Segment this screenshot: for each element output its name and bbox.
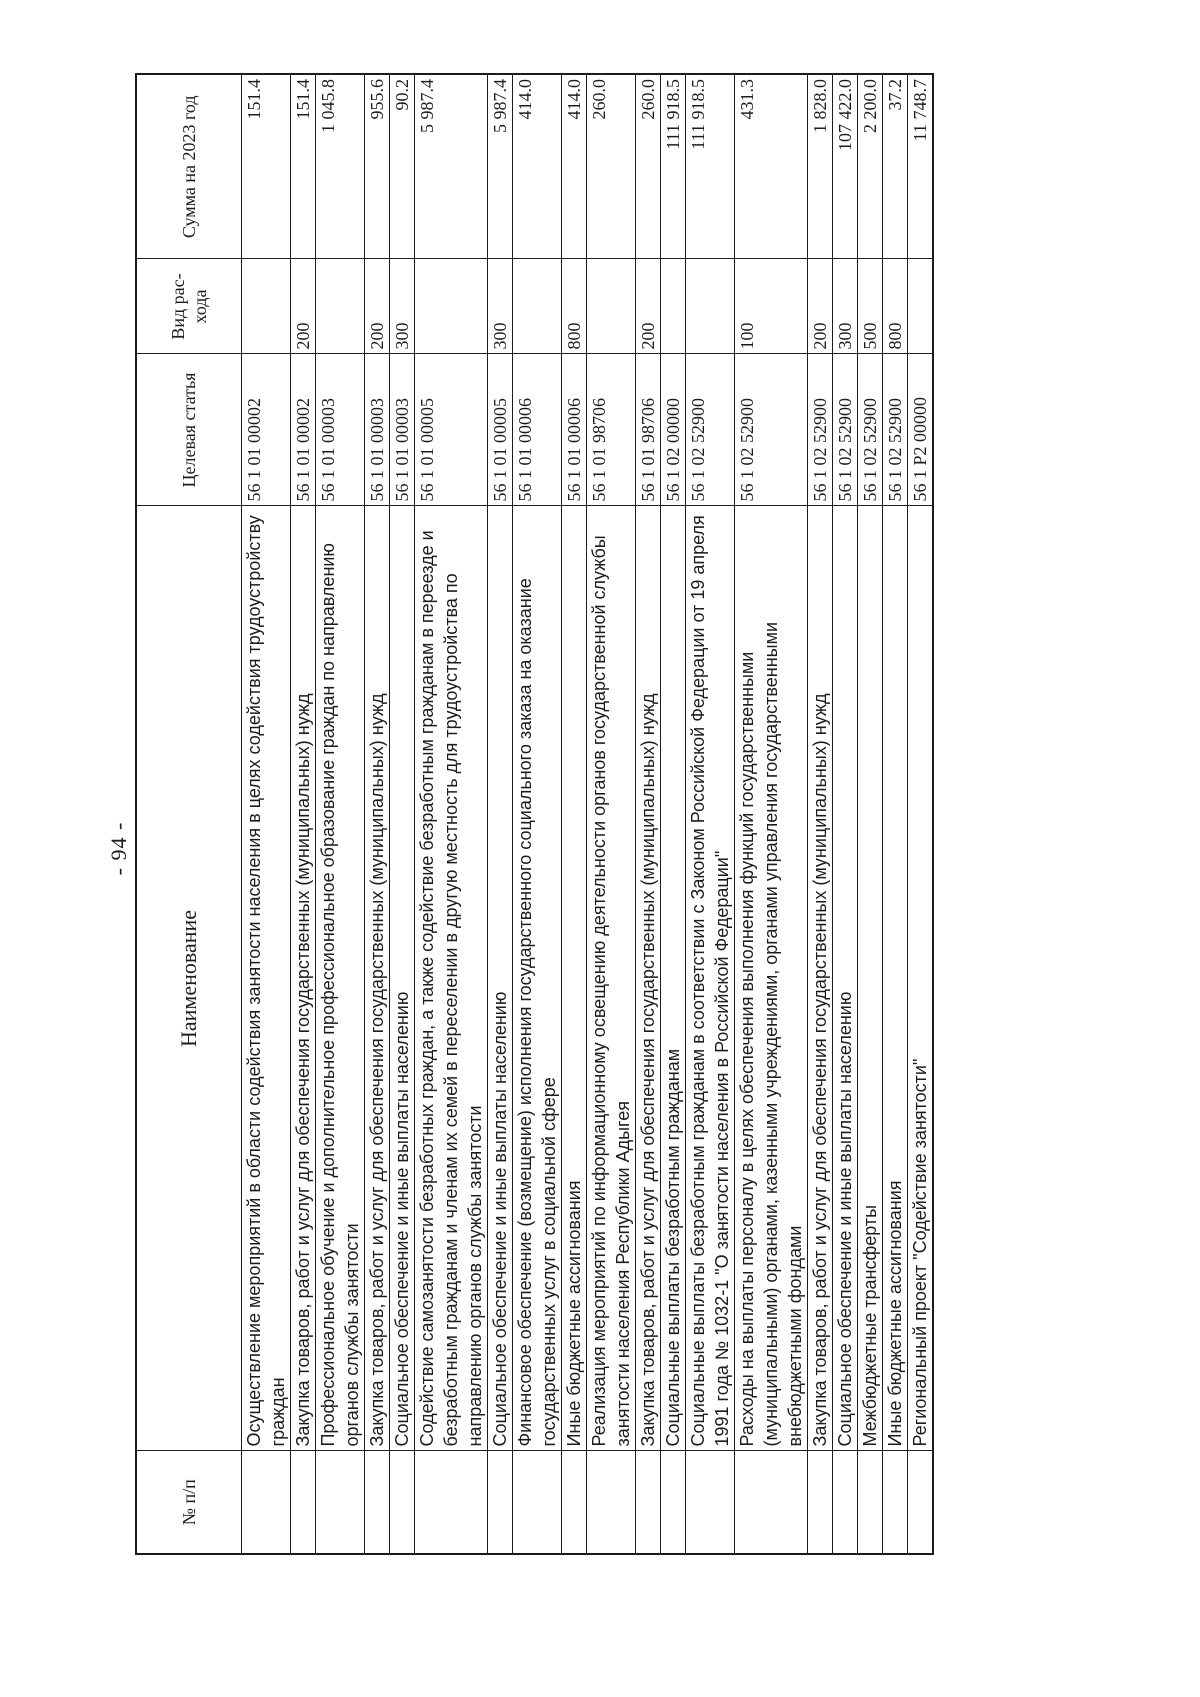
row-target-article-cell: 56 1 01 98706 <box>636 354 661 506</box>
row-expense-type-cell: 300 <box>488 259 513 354</box>
row-expense-type-cell: 200 <box>808 259 833 354</box>
page-number: - 94 - <box>106 821 131 876</box>
row-sum-cell: 111 918.5 <box>686 74 735 259</box>
row-target-article-cell: 56 1 02 52900 <box>833 354 858 506</box>
table-row <box>513 74 562 1554</box>
row-name-cell: Закупка товаров, работ и услуг для обеспечения государственных (муниципальных) нужд <box>291 506 316 1451</box>
table-row <box>390 74 415 1554</box>
row-name-cell: Иные бюджетные ассигнования <box>883 506 908 1451</box>
row-target-article-cell: 56 1 01 00006 <box>513 354 562 506</box>
row-number-cell <box>883 1451 908 1554</box>
table-row <box>415 74 488 1554</box>
row-name-cell: Реализация мероприятий по информационному освещению деятельности органов государственной службы занятости населения Республики Адыгея <box>587 506 636 1451</box>
row-sum-cell: 1 045.8 <box>316 74 365 259</box>
row-expense-type-cell: 200 <box>636 259 661 354</box>
row-sum-cell: 111 918.5 <box>661 74 686 259</box>
row-target-article-cell: 56 1 01 98706 <box>587 354 636 506</box>
row-number-cell <box>808 1451 833 1554</box>
row-expense-type-cell: 800 <box>562 259 587 354</box>
row-sum-cell: 414.0 <box>562 74 587 259</box>
row-name-cell: Закупка товаров, работ и услуг для обеспечения государственных (муниципальных) нужд <box>808 506 833 1451</box>
row-number-cell <box>833 1451 858 1554</box>
table-header-row <box>136 74 242 1554</box>
row-name-cell: Региональный проект "Содействие занятости" <box>908 506 934 1451</box>
row-target-article-cell: 56 1 01 00003 <box>365 354 390 506</box>
budget-table <box>135 73 934 1555</box>
table-body <box>242 74 934 1554</box>
header-target-article: Целевая статья <box>136 354 242 506</box>
row-number-cell <box>390 1451 415 1554</box>
row-expense-type-cell: 200 <box>291 259 316 354</box>
row-target-article-cell: 56 1 01 00003 <box>316 354 365 506</box>
row-expense-type-cell <box>686 259 735 354</box>
row-number-cell <box>316 1451 365 1554</box>
row-name-cell: Закупка товаров, работ и услуг для обеспечения государственных (муниципальных) нужд <box>365 506 390 1451</box>
row-target-article-cell: 56 1 P2 00000 <box>908 354 934 506</box>
row-name-cell: Социальные выплаты безработным гражданам в соответствии с Законом Российской Федерации от 19 апреля 1991 года № 1032-1 "О занятости населения в Российской Федерации" <box>686 506 735 1451</box>
row-sum-cell: 11 748.7 <box>908 74 934 259</box>
row-sum-cell: 5 987.4 <box>488 74 513 259</box>
table-row <box>587 74 636 1554</box>
header-name: Наименование <box>136 506 242 1451</box>
row-number-cell <box>415 1451 488 1554</box>
row-expense-type-cell: 300 <box>390 259 415 354</box>
row-target-article-cell: 56 1 02 52900 <box>686 354 735 506</box>
row-name-cell: Финансовое обеспечение (возмещение) исполнения государственного социального заказа на оказание государственных услуг в социальной сфере <box>513 506 562 1451</box>
row-sum-cell: 90.2 <box>390 74 415 259</box>
row-sum-cell: 955.6 <box>365 74 390 259</box>
row-name-cell: Осуществление мероприятий в области содействия занятости населения в целях содействия трудоустройству граждан <box>242 506 291 1451</box>
row-name-cell: Межбюджетные трансферты <box>858 506 883 1451</box>
row-expense-type-cell <box>316 259 365 354</box>
table-row <box>686 74 735 1554</box>
row-sum-cell: 2 200.0 <box>858 74 883 259</box>
row-expense-type-cell: 500 <box>858 259 883 354</box>
row-number-cell <box>858 1451 883 1554</box>
row-name-cell: Социальное обеспечение и иные выплаты населению <box>833 506 858 1451</box>
row-name-cell: Содействие самозанятости безработных граждан, а также содействие безработным гражданам в переезде и безработным гражданам и членам их семей в переселении в другую местность для трудоустройства по направлению органов службы занятости <box>415 506 488 1451</box>
row-sum-cell: 260.0 <box>636 74 661 259</box>
row-name-cell: Закупка товаров, работ и услуг для обеспечения государственных (муниципальных) нужд <box>636 506 661 1451</box>
row-number-cell <box>513 1451 562 1554</box>
table-row <box>562 74 587 1554</box>
table-row <box>858 74 883 1554</box>
row-target-article-cell: 56 1 02 00000 <box>661 354 686 506</box>
row-sum-cell: 431.3 <box>735 74 808 259</box>
row-expense-type-cell: 100 <box>735 259 808 354</box>
row-expense-type-cell: 300 <box>833 259 858 354</box>
row-target-article-cell: 56 1 01 00002 <box>291 354 316 506</box>
row-name-cell: Социальные выплаты безработным гражданам <box>661 506 686 1451</box>
row-sum-cell: 260.0 <box>587 74 636 259</box>
table-row <box>661 74 686 1554</box>
row-number-cell <box>562 1451 587 1554</box>
table-row <box>636 74 661 1554</box>
row-number-cell <box>587 1451 636 1554</box>
row-expense-type-cell <box>587 259 636 354</box>
row-number-cell <box>908 1451 934 1554</box>
table-row <box>242 74 291 1554</box>
row-target-article-cell: 56 1 01 00005 <box>415 354 488 506</box>
row-expense-type-cell <box>415 259 488 354</box>
row-number-cell <box>488 1451 513 1554</box>
table-row <box>833 74 858 1554</box>
table-row <box>316 74 365 1554</box>
row-target-article-cell: 56 1 01 00003 <box>390 354 415 506</box>
row-expense-type-cell: 200 <box>365 259 390 354</box>
row-name-cell: Расходы на выплаты персоналу в целях обеспечения выполнения функций государственными (муниципальными) органами, казенными учреждениями, органами управления государственными внебюджетными фондами <box>735 506 808 1451</box>
row-number-cell <box>686 1451 735 1554</box>
header-number: № п/п <box>136 1451 242 1554</box>
row-target-article-cell: 56 1 02 52900 <box>858 354 883 506</box>
row-sum-cell: 151.4 <box>242 74 291 259</box>
row-expense-type-cell <box>513 259 562 354</box>
row-name-cell: Профессиональное обучение и дополнительное профессиональное образование граждан по направлению органов службы занятости <box>316 506 365 1451</box>
row-number-cell <box>291 1451 316 1554</box>
table-row <box>488 74 513 1554</box>
row-target-article-cell: 56 1 02 52900 <box>883 354 908 506</box>
row-sum-cell: 5 987.4 <box>415 74 488 259</box>
table-row <box>365 74 390 1554</box>
row-sum-cell: 107 422.0 <box>833 74 858 259</box>
row-name-cell: Социальное обеспечение и иные выплаты населению <box>390 506 415 1451</box>
row-expense-type-cell <box>661 259 686 354</box>
row-number-cell <box>661 1451 686 1554</box>
row-name-cell: Социальное обеспечение и иные выплаты населению <box>488 506 513 1451</box>
table-row <box>908 74 934 1554</box>
header-expense-type: Вид рас-хода <box>136 259 242 354</box>
table-row <box>735 74 808 1554</box>
row-number-cell <box>636 1451 661 1554</box>
table-row <box>883 74 908 1554</box>
row-number-cell <box>365 1451 390 1554</box>
row-name-cell: Иные бюджетные ассигнования <box>562 506 587 1451</box>
row-target-article-cell: 56 1 02 52900 <box>735 354 808 506</box>
row-sum-cell: 414.0 <box>513 74 562 259</box>
row-sum-cell: 151.4 <box>291 74 316 259</box>
row-sum-cell: 1 828.0 <box>808 74 833 259</box>
row-number-cell <box>735 1451 808 1554</box>
row-expense-type-cell <box>908 259 934 354</box>
row-expense-type-cell: 800 <box>883 259 908 354</box>
row-expense-type-cell <box>242 259 291 354</box>
row-sum-cell: 37.2 <box>883 74 908 259</box>
row-number-cell <box>242 1451 291 1554</box>
row-target-article-cell: 56 1 02 52900 <box>808 354 833 506</box>
table-row <box>808 74 833 1554</box>
row-target-article-cell: 56 1 01 00006 <box>562 354 587 506</box>
row-target-article-cell: 56 1 01 00002 <box>242 354 291 506</box>
table-row <box>291 74 316 1554</box>
row-target-article-cell: 56 1 01 00005 <box>488 354 513 506</box>
header-sum: Сумма на 2023 год <box>136 74 242 259</box>
